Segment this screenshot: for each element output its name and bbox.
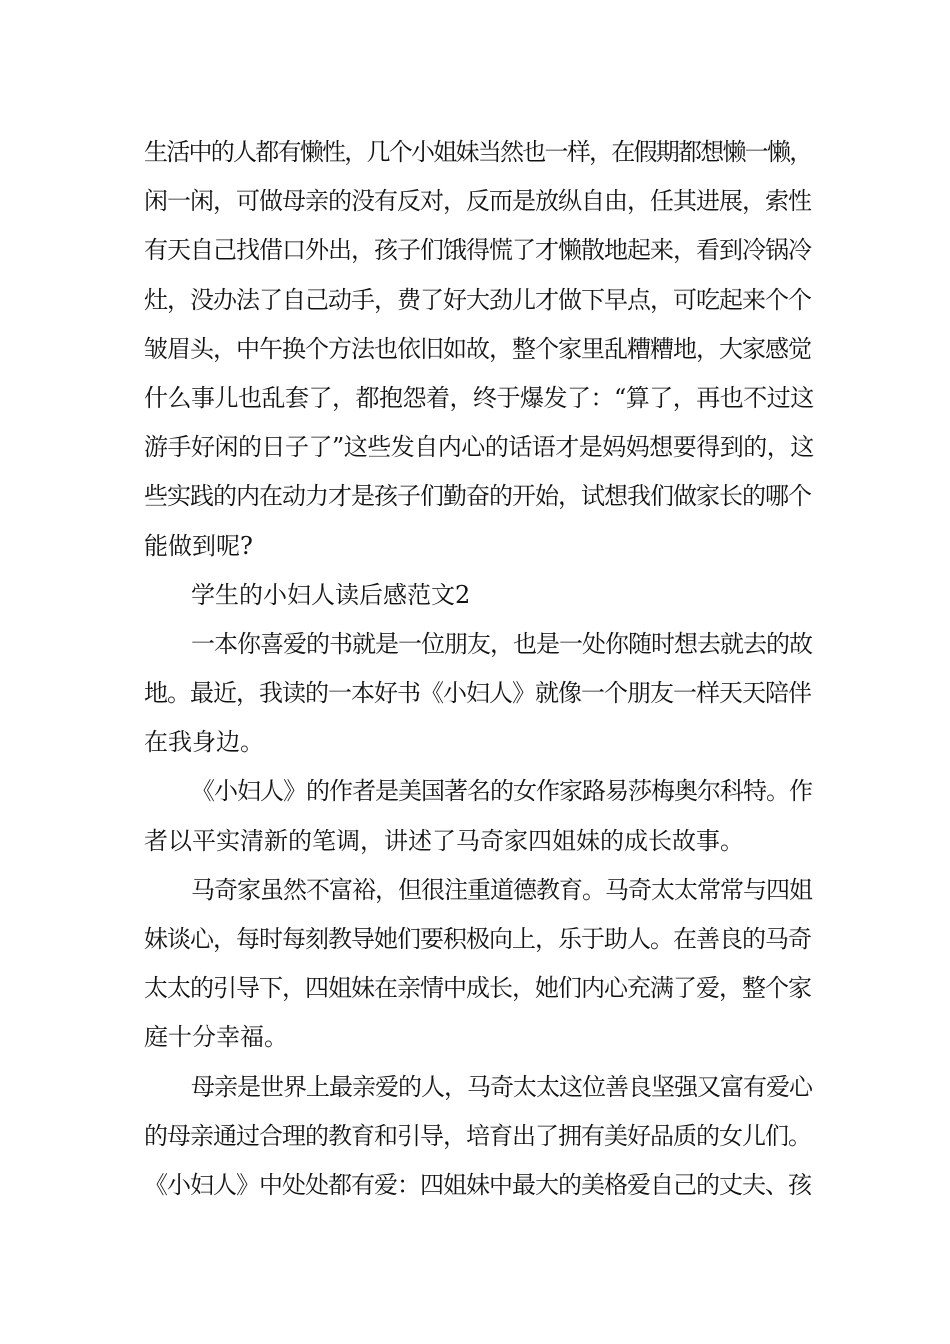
text-line: 什么事儿也乱套了，都抱怨着，终于爆发了：“算了，再也不过这: [144, 383, 814, 412]
heading-line: 学生的小妇人读后感范文2: [191, 580, 471, 609]
text-line: 闲一闲，可做母亲的没有反对，反而是放纵自由，任其进展，索性: [144, 187, 811, 216]
paragraph-3: [144, 767, 814, 865]
text-line: 生活中的人都有懒性，几个小姐妹当然也一样，在假期都想懒一懒，: [144, 138, 812, 166]
text-line: 《小妇人》中处处都有爱：四姐妹中最大的美格爱自己的丈夫、孩: [144, 1170, 811, 1199]
text-line: 皱眉头，中午换个方法也依旧如故，整个家里乱糟糟地，大家感觉: [144, 334, 811, 363]
body-text: [144, 128, 814, 1210]
text-line: 者以平实清新的笔调，讲述了马奇家四姐妹的成长故事。: [144, 826, 744, 855]
text-line: 一本你喜爱的书就是一位朋友，也是一处你随时想去就去的故: [191, 629, 812, 658]
paragraph-2: [144, 620, 814, 768]
text-line: 能做到呢?: [144, 531, 253, 560]
paragraph-5: [144, 1063, 814, 1211]
text-line: 有天自己找借口外出，孩子们饿得慌了才懒散地起来，看到冷锅冷: [144, 236, 811, 265]
section-heading: [144, 571, 814, 620]
text-line: 母亲是世界上最亲爱的人，马奇太太这位善良坚强又富有爱心: [191, 1072, 812, 1101]
text-line: 马奇家虽然不富裕，但很注重道德教育。马奇太太常常与四姐: [191, 875, 812, 904]
text-line: 游手好闲的日子了”这些发自内心的话语才是妈妈想要得到的，这: [144, 433, 814, 462]
text-line: 的母亲通过合理的教育和引导，培育出了拥有美好品质的女儿们。: [144, 1121, 811, 1150]
paragraph-1: [144, 128, 814, 571]
text-line: 些实践的内在动力才是孩子们勤奋的开始，试想我们做家长的哪个: [144, 482, 811, 511]
text-line: 地。最近，我读的一本好书《小妇人》就像一个朋友一样天天陪伴: [144, 679, 811, 708]
text-line: 在我身边。: [144, 728, 264, 757]
text-line: 《小妇人》的作者是美国著名的女作家路易莎梅奥尔科特。作: [191, 777, 812, 806]
text-line: 灶，没办法了自己动手，费了好大劲儿才做下早点，可吃起来个个: [144, 285, 811, 314]
text-line: 庭十分幸福。: [144, 1023, 288, 1052]
text-line: 妹谈心，每时每刻教导她们要积极向上，乐于助人。在善良的马奇: [144, 925, 811, 953]
paragraph-4: [144, 866, 814, 1063]
text-line: 太太的引导下，四姐妹在亲情中成长，她们内心充满了爱，整个家: [144, 974, 811, 1003]
